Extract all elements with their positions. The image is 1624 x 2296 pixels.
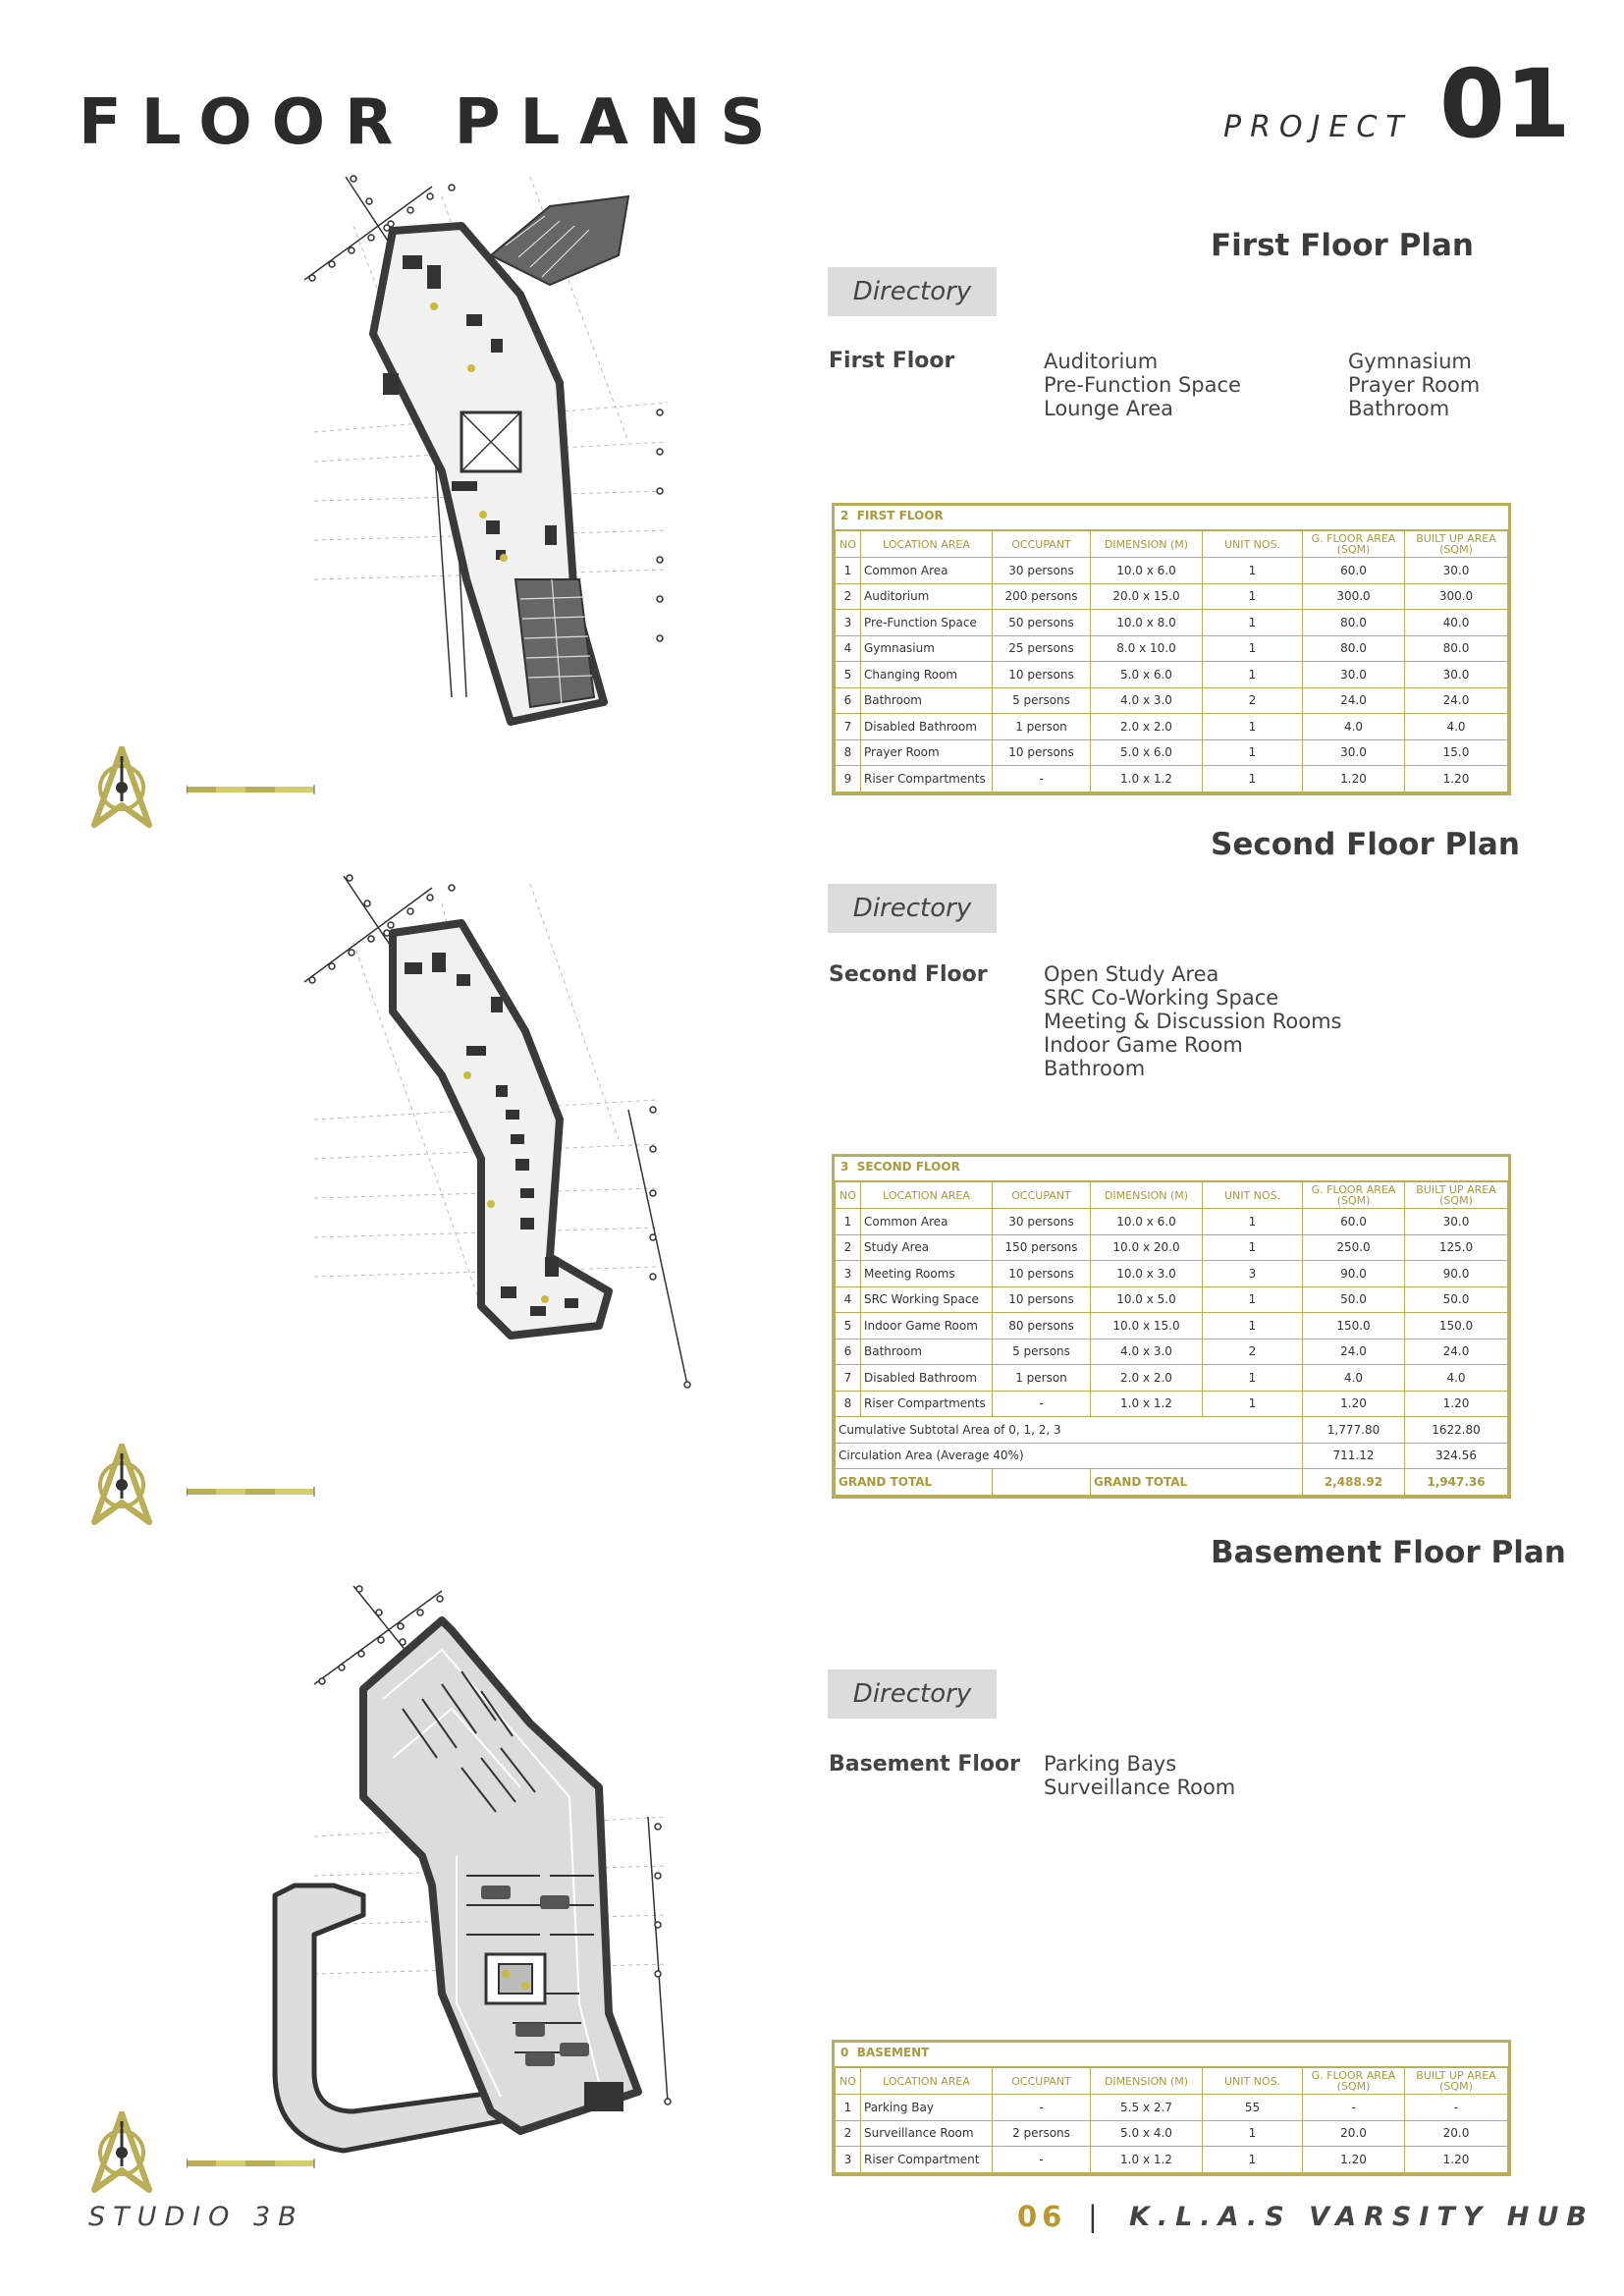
table-cell: 1.20 <box>1405 1391 1508 1417</box>
table-cell: 7 <box>836 714 861 740</box>
table-cell: 2 <box>836 1234 861 1261</box>
footer-studio: STUDIO 3B <box>88 2202 304 2232</box>
space-item: Auditorium <box>1044 350 1159 373</box>
basement-spaces <box>1044 1752 1235 1799</box>
table-cell: 90.0 <box>1303 1261 1405 1287</box>
table-row <box>836 1209 1508 1235</box>
table-cell: 1 <box>1203 739 1303 766</box>
table-cell: 2.0 x 2.0 <box>1091 1365 1203 1392</box>
basement-data-table <box>835 2067 1508 2173</box>
table-cell: Parking Bay <box>861 2095 993 2121</box>
column-header: NO <box>836 2068 861 2095</box>
table-body <box>836 558 1508 793</box>
table-cell: 40.0 <box>1405 610 1508 636</box>
table-cell: 7 <box>836 1365 861 1392</box>
circulation-gfa: 711.12 <box>1303 1443 1405 1469</box>
table-cell: 10.0 x 5.0 <box>1091 1286 1203 1313</box>
table-row <box>836 583 1508 610</box>
table-cell: 10 persons <box>993 1261 1091 1287</box>
footer-project-name: K.L.A.S VARSITY HUB <box>1129 2202 1595 2232</box>
grand-bua: 1,947.36 <box>1405 1469 1508 1496</box>
table-cell: 2.0 x 2.0 <box>1091 714 1203 740</box>
table-cell: 25 persons <box>993 635 1091 662</box>
first-floor-label: First Floor <box>829 349 955 373</box>
table-cell: 1 <box>1203 583 1303 610</box>
table-row <box>836 662 1508 688</box>
table-cell: Riser Compartments <box>861 766 993 793</box>
table-cell: 1 person <box>993 1365 1091 1392</box>
table-cell: 1 <box>836 558 861 584</box>
table-row <box>836 1339 1508 1365</box>
table-cell: 50.0 <box>1405 1286 1508 1313</box>
table-cell: 4.0 x 3.0 <box>1091 1339 1203 1365</box>
table-cell: 250.0 <box>1303 1234 1405 1261</box>
grand-total-row <box>836 1469 1508 1496</box>
table-cell: 1 <box>1203 610 1303 636</box>
second-floor-data-table <box>835 1181 1508 1496</box>
table-cell: - <box>993 766 1091 793</box>
table-cell: 4.0 <box>1303 714 1405 740</box>
grand-total-label: GRAND TOTAL <box>836 1469 993 1496</box>
basement-directory-label: Directory <box>828 1669 997 1719</box>
second-floor-label: Second Floor <box>829 962 988 987</box>
basement-table <box>832 2040 1511 2176</box>
column-header: BUILT UP AREA (SQM) <box>1405 2068 1508 2095</box>
grand-gfa: 2,488.92 <box>1303 1469 1405 1496</box>
table-cell: 5.0 x 4.0 <box>1091 2120 1203 2147</box>
second-floor-plan-title: Second Floor Plan <box>1211 827 1520 862</box>
table-cell: 2 <box>836 2120 861 2147</box>
table-cell: 2 <box>1203 687 1303 714</box>
column-header: NO <box>836 1182 861 1209</box>
space-item: Surveillance Room <box>1044 1776 1236 1799</box>
grand-total-label-2: GRAND TOTAL <box>1091 1469 1303 1496</box>
table-cell: 1 person <box>993 714 1091 740</box>
table-row <box>836 766 1508 793</box>
second-floor-table <box>832 1154 1511 1499</box>
table-row <box>836 739 1508 766</box>
table-row <box>836 558 1508 584</box>
table-cell: Pre-Function Space <box>861 610 993 636</box>
table-row <box>836 1365 1508 1392</box>
space-item: Open Study Area <box>1044 962 1219 986</box>
table-cell: - <box>993 2095 1091 2121</box>
column-header: G. FLOOR AREA (SQM) <box>1303 531 1405 558</box>
table-cell: 5 persons <box>993 1339 1091 1365</box>
table-header-row <box>836 531 1508 558</box>
table-cell: - <box>993 1391 1091 1417</box>
second-floor-directory-label: Directory <box>828 884 997 933</box>
column-header: UNIT NOS. <box>1203 531 1303 558</box>
table-cell: 60.0 <box>1303 558 1405 584</box>
second-floor-spaces <box>1044 962 1342 1080</box>
table-row <box>836 687 1508 714</box>
table-row <box>836 714 1508 740</box>
table-cell: 1 <box>1203 1234 1303 1261</box>
table-body <box>836 2095 1508 2173</box>
table-cell: 1.20 <box>1303 766 1405 793</box>
table-cell: Common Area <box>861 558 993 584</box>
table-cell: 24.0 <box>1405 687 1508 714</box>
table-cell: 30 persons <box>993 1209 1091 1235</box>
table-row <box>836 610 1508 636</box>
table-cell: 80.0 <box>1405 635 1508 662</box>
table-caption <box>835 2043 1508 2067</box>
table-cell: 1.20 <box>1405 2147 1508 2173</box>
table-cell: 24.0 <box>1405 1339 1508 1365</box>
table-cell: 10.0 x 6.0 <box>1091 1209 1203 1235</box>
column-header: BUILT UP AREA (SQM) <box>1405 531 1508 558</box>
column-header: G. FLOOR AREA (SQM) <box>1303 2068 1405 2095</box>
table-cell: 3 <box>836 610 861 636</box>
column-header: LOCATION AREA <box>861 2068 993 2095</box>
space-item: Indoor Game Room <box>1044 1033 1243 1057</box>
first-floor-data-table <box>835 530 1508 793</box>
column-header: NO <box>836 531 861 558</box>
table-cell: Surveillance Room <box>861 2120 993 2147</box>
table-cell: 5.0 x 6.0 <box>1091 662 1203 688</box>
table-cell: 90.0 <box>1405 1261 1508 1287</box>
column-header: LOCATION AREA <box>861 1182 993 1209</box>
table-cell: 2 <box>1203 1339 1303 1365</box>
subtotal-row <box>836 1417 1508 1444</box>
table-cell: 1 <box>836 1209 861 1235</box>
grand-total-empty <box>993 1469 1091 1496</box>
column-header: OCCUPANT <box>993 1182 1091 1209</box>
space-item: Pre-Function Space <box>1044 373 1241 397</box>
table-cell: 1.20 <box>1303 2147 1405 2173</box>
space-item: Bathroom <box>1348 397 1450 420</box>
table-tag-number: 3 <box>840 1160 849 1174</box>
circulation-row <box>836 1443 1508 1469</box>
table-row <box>836 1234 1508 1261</box>
table-cell: Disabled Bathroom <box>861 1365 993 1392</box>
table-cell: 55 <box>1203 2095 1303 2121</box>
table-cell: 1 <box>1203 2147 1303 2173</box>
scale-bar <box>187 1485 324 1499</box>
subtotal-label: Cumulative Subtotal Area of 0, 1, 2, 3 <box>836 1417 1303 1444</box>
table-cell: 10.0 x 15.0 <box>1091 1313 1203 1339</box>
table-cell: 4.0 x 3.0 <box>1091 687 1203 714</box>
table-cell: Auditorium <box>861 583 993 610</box>
table-cell: 1.0 x 1.2 <box>1091 766 1203 793</box>
basement-floor-plan-title: Basement Floor Plan <box>1211 1535 1566 1570</box>
circulation-bua: 324.56 <box>1405 1443 1508 1469</box>
space-item: Lounge Area <box>1044 397 1174 420</box>
table-cell: 80 persons <box>993 1313 1091 1339</box>
table-cell: 4.0 <box>1405 1365 1508 1392</box>
table-cell: Disabled Bathroom <box>861 714 993 740</box>
table-body <box>836 1209 1508 1417</box>
table-caption <box>835 1157 1508 1181</box>
scale-bar <box>187 2157 324 2170</box>
column-header: OCCUPANT <box>993 531 1091 558</box>
table-cell: 9 <box>836 766 861 793</box>
table-cell: Prayer Room <box>861 739 993 766</box>
table-cell: 125.0 <box>1405 1234 1508 1261</box>
table-row <box>836 2120 1508 2147</box>
table-cell: 8 <box>836 739 861 766</box>
table-cell: 4 <box>836 1286 861 1313</box>
table-row <box>836 1391 1508 1417</box>
table-cell: 30.0 <box>1303 739 1405 766</box>
table-cell: 30.0 <box>1303 662 1405 688</box>
table-cell: 10 persons <box>993 1286 1091 1313</box>
table-cell: 24.0 <box>1303 687 1405 714</box>
page-number: 06 <box>1017 2200 1067 2233</box>
table-caption-text: SECOND FLOOR <box>856 1160 960 1174</box>
column-header: OCCUPANT <box>993 2068 1091 2095</box>
table-row <box>836 1261 1508 1287</box>
table-cell: 3 <box>836 2147 861 2173</box>
table-cell: 15.0 <box>1405 739 1508 766</box>
table-cell: Riser Compartment <box>861 2147 993 2173</box>
space-item: Gymnasium <box>1348 350 1472 373</box>
table-cell: 1 <box>1203 1313 1303 1339</box>
table-cell: 10.0 x 3.0 <box>1091 1261 1203 1287</box>
table-cell: 1.20 <box>1303 1391 1405 1417</box>
basement-floor-label: Basement Floor <box>829 1752 1020 1777</box>
table-cell: 1 <box>1203 1365 1303 1392</box>
column-header: UNIT NOS. <box>1203 1182 1303 1209</box>
table-cell: 1 <box>836 2095 861 2121</box>
table-caption <box>835 506 1508 530</box>
first-floor-plan-drawing <box>295 167 746 746</box>
table-header-row <box>836 1182 1508 1209</box>
table-cell: 20.0 <box>1405 2120 1508 2147</box>
table-cell: 80.0 <box>1303 610 1405 636</box>
table-cell: Bathroom <box>861 1339 993 1365</box>
column-header: DIMENSION (M) <box>1091 531 1203 558</box>
table-cell: 2 <box>836 583 861 610</box>
table-cell: 20.0 x 15.0 <box>1091 583 1203 610</box>
table-cell: 30.0 <box>1405 662 1508 688</box>
table-cell: SRC Working Space <box>861 1286 993 1313</box>
first-floor-directory-label: Directory <box>828 267 997 316</box>
subtotal-bua: 1622.80 <box>1405 1417 1508 1444</box>
table-cell: 10 persons <box>993 662 1091 688</box>
table-cell: 150 persons <box>993 1234 1091 1261</box>
table-cell: 300.0 <box>1405 583 1508 610</box>
table-cell: 1 <box>1203 635 1303 662</box>
table-cell: Common Area <box>861 1209 993 1235</box>
table-tag-number: 0 <box>840 2046 849 2059</box>
space-item: Parking Bays <box>1044 1752 1177 1776</box>
table-cell: 6 <box>836 687 861 714</box>
space-item: SRC Co-Working Space <box>1044 986 1279 1010</box>
column-header: DIMENSION (M) <box>1091 1182 1203 1209</box>
space-item: Prayer Room <box>1348 373 1481 397</box>
table-cell: 1 <box>1203 766 1303 793</box>
table-cell: 10 persons <box>993 739 1091 766</box>
table-cell: 150.0 <box>1303 1313 1405 1339</box>
table-cell: 1.0 x 1.2 <box>1091 2147 1203 2173</box>
table-cell: 30 persons <box>993 558 1091 584</box>
table-cell: 5.0 x 6.0 <box>1091 739 1203 766</box>
table-caption-text: FIRST FLOOR <box>856 509 944 522</box>
subtotal-gfa: 1,777.80 <box>1303 1417 1405 1444</box>
table-cell: Bathroom <box>861 687 993 714</box>
first-floor-plan-title: First Floor Plan <box>1211 228 1474 263</box>
table-row <box>836 1313 1508 1339</box>
column-header: LOCATION AREA <box>861 531 993 558</box>
footer-separator: | <box>1088 2200 1098 2233</box>
table-cell: 5 <box>836 662 861 688</box>
table-cell: 150.0 <box>1405 1313 1508 1339</box>
table-cell: 5.5 x 2.7 <box>1091 2095 1203 2121</box>
table-cell: 1 <box>1203 558 1303 584</box>
column-header: BUILT UP AREA (SQM) <box>1405 1182 1508 1209</box>
table-cell: - <box>1405 2095 1508 2121</box>
table-row <box>836 1286 1508 1313</box>
table-cell: - <box>1303 2095 1405 2121</box>
project-label: PROJECT <box>1223 110 1413 144</box>
table-cell: 80.0 <box>1303 635 1405 662</box>
table-cell: Gymnasium <box>861 635 993 662</box>
first-floor-spaces-col1 <box>1044 350 1241 420</box>
table-header-row <box>836 2068 1508 2095</box>
column-header: G. FLOOR AREA (SQM) <box>1303 1182 1405 1209</box>
space-item: Bathroom <box>1044 1057 1146 1080</box>
first-floor-table <box>832 503 1511 795</box>
north-arrow-icon <box>81 1444 164 1527</box>
table-cell: Meeting Rooms <box>861 1261 993 1287</box>
table-cell: Study Area <box>861 1234 993 1261</box>
table-cell: 1.20 <box>1405 766 1508 793</box>
table-row <box>836 2095 1508 2121</box>
table-cell: 1 <box>1203 1391 1303 1417</box>
table-cell: 30.0 <box>1405 558 1508 584</box>
project-number: 01 <box>1439 49 1571 159</box>
second-floor-plan-drawing <box>295 864 727 1414</box>
table-cell: 24.0 <box>1303 1339 1405 1365</box>
table-cell: 3 <box>836 1261 861 1287</box>
table-cell: 1.0 x 1.2 <box>1091 1391 1203 1417</box>
table-cell: 1 <box>1203 714 1303 740</box>
table-cell: 50.0 <box>1303 1286 1405 1313</box>
table-cell: 60.0 <box>1303 1209 1405 1235</box>
space-item: Meeting & Discussion Rooms <box>1044 1010 1342 1033</box>
table-cell: Riser Compartments <box>861 1391 993 1417</box>
table-cell: 3 <box>1203 1261 1303 1287</box>
table-cell: 30.0 <box>1405 1209 1508 1235</box>
table-cell: 200 persons <box>993 583 1091 610</box>
table-cell: Indoor Game Room <box>861 1313 993 1339</box>
table-tag-number: 2 <box>840 509 849 522</box>
north-arrow-icon <box>81 2111 164 2195</box>
first-floor-spaces-col2 <box>1348 350 1480 420</box>
table-cell: 4.0 <box>1405 714 1508 740</box>
table-cell: 1 <box>1203 1286 1303 1313</box>
table-caption-text: BASEMENT <box>856 2046 930 2059</box>
table-cell: 6 <box>836 1339 861 1365</box>
table-cell: 10.0 x 6.0 <box>1091 558 1203 584</box>
table-cell: 1 <box>1203 2120 1303 2147</box>
table-cell: 4.0 <box>1303 1365 1405 1392</box>
table-cell: 8.0 x 10.0 <box>1091 635 1203 662</box>
table-cell: 300.0 <box>1303 583 1405 610</box>
column-header: UNIT NOS. <box>1203 2068 1303 2095</box>
north-arrow-icon <box>81 746 164 830</box>
page-title: FLOOR PLANS <box>79 86 785 159</box>
table-cell: 10.0 x 20.0 <box>1091 1234 1203 1261</box>
table-cell: Changing Room <box>861 662 993 688</box>
table-cell: 5 <box>836 1313 861 1339</box>
table-cell: 8 <box>836 1391 861 1417</box>
table-row <box>836 2147 1508 2173</box>
table-cell: 4 <box>836 635 861 662</box>
table-cell: 5 persons <box>993 687 1091 714</box>
table-cell: 20.0 <box>1303 2120 1405 2147</box>
scale-bar <box>187 783 324 796</box>
table-cell: - <box>993 2147 1091 2173</box>
table-cell: 10.0 x 8.0 <box>1091 610 1203 636</box>
column-header: DIMENSION (M) <box>1091 2068 1203 2095</box>
circulation-label: Circulation Area (Average 40%) <box>836 1443 1303 1469</box>
table-cell: 1 <box>1203 662 1303 688</box>
table-cell: 1 <box>1203 1209 1303 1235</box>
table-cell: 50 persons <box>993 610 1091 636</box>
basement-floor-plan-drawing <box>255 1561 746 2170</box>
table-row <box>836 635 1508 662</box>
table-cell: 2 persons <box>993 2120 1091 2147</box>
